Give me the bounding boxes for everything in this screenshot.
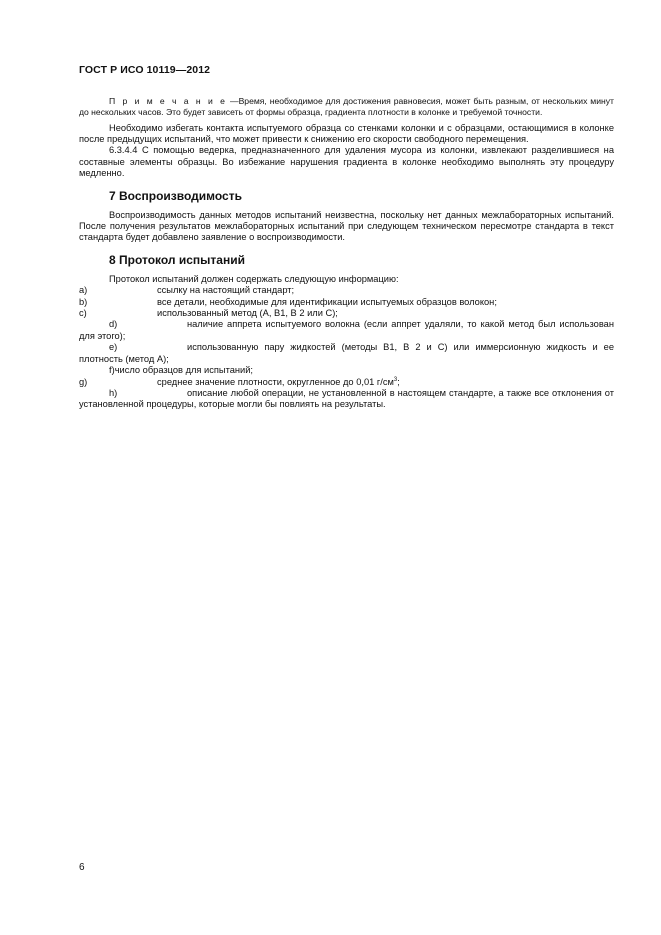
list-item-h [79, 388, 614, 411]
superscript-cubed: 3 [393, 376, 398, 383]
list-item-text: ссылку на настоящий стандарт; [157, 285, 295, 296]
section-7-heading: 7 Воспроизводимость [109, 188, 242, 203]
list-item-letter: h) [109, 387, 118, 398]
note-text: —Время, необходимое для достижения равновесия, может быть разным, от нескольких минут до нескольких часов. Это будет зависеть от формы образца, градиента плотности в колонке и требуемой точности. [79, 96, 614, 117]
document-header: ГОСТ Р ИСО 10119—2012 [79, 64, 211, 76]
list-item-text: использованный метод (A, B1, B 2 или C); [157, 308, 338, 319]
list-item-punct: ; [397, 376, 400, 387]
paragraph-contact: Необходимо избегать контакта испытуемого образца со стенками колонки и с образцами, остающимися в колонке после предыдущих испытаний, что может привести к снижению его скорости свободного перемещения. [79, 122, 614, 144]
list-item-text: число образцов для испытаний; [114, 365, 254, 376]
list-item-text: использованную пару жидкостей (методы B1, B 2 и C) или иммерсионную жидкость и ее плотность (метод A); [79, 342, 614, 364]
list-item-f [79, 365, 614, 376]
paragraph-6-3-4-4: 6.3.4.4 С помощью ведерка, предназначенного для удаления мусора из колонки, извлекают разделившиеся на составные элементы образцы. Во избежание нарушения градиента в колонке необходимо выполнять эту процедуру медленно. [79, 145, 614, 179]
list-item-text: описание любой операции, не установленной в настоящем стандарте, а также все отклонения от установленной процедуры, которые могли бы повлиять на результаты. [79, 387, 614, 410]
list-item-e [79, 342, 614, 365]
list-item-letter: d) [109, 319, 118, 330]
page-body [79, 96, 614, 411]
section-8-intro: Протокол испытаний должен содержать следующую информацию: [109, 273, 399, 284]
list-item-a [79, 285, 614, 296]
list-item-letter: a) [79, 285, 88, 296]
list-item-b [79, 297, 614, 308]
list-item-g [79, 377, 614, 388]
note-label: П р и м е ч а н и е [109, 96, 228, 106]
list-item-letter: b) [79, 296, 88, 307]
list-item-letter: f) [109, 365, 115, 376]
list-item-letter: e) [109, 342, 118, 353]
list-item-d [79, 319, 614, 342]
section-7-text: Воспроизводимость данных методов испытаний неизвестна, поскольку нет данных межлабораторных испытаний. После получения результатов межлабораторных испытаний при следующем техническом пересмотре стандарта в текст стандарта будет добавлено заявление о воспроизводимости. [79, 209, 614, 243]
list-item-c [79, 308, 614, 319]
page-number: 6 [79, 862, 85, 873]
list-item-text: все детали, необходимые для идентификации испытуемых образцов волокон; [157, 296, 497, 307]
list-item-text: наличие аппрета испытуемого волокна (если аппрет удаляли, то какой метод был использован для этого); [79, 319, 614, 341]
list-item-letter: c) [79, 308, 87, 319]
list-item-text: среднее значение плотности, округленное до 0,01 г/см [157, 376, 394, 387]
list-item-letter: g) [79, 376, 88, 387]
note-paragraph [79, 96, 614, 118]
section-8-heading: 8 Протокол испытаний [109, 252, 245, 267]
